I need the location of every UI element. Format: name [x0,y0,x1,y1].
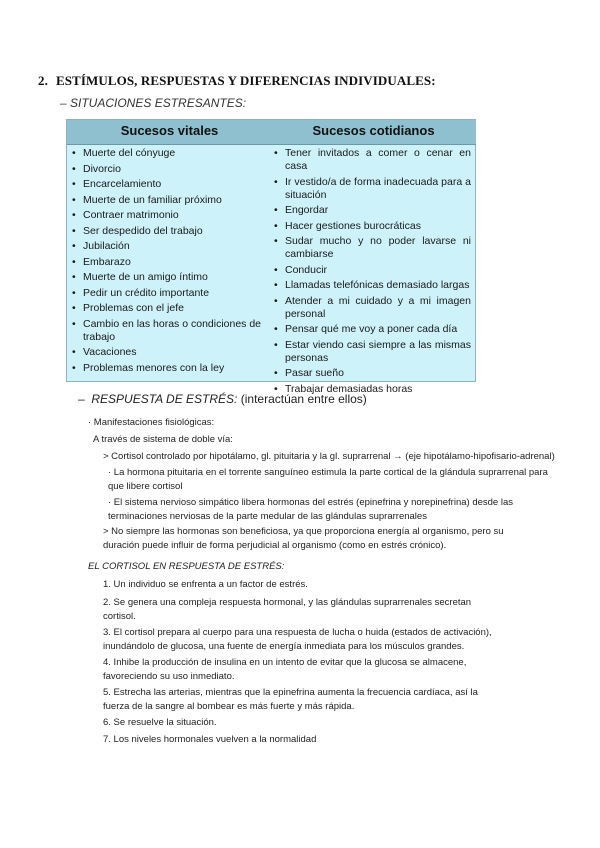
list-item: • Encarcelamiento [71,178,267,191]
bullet-line: que libere cortisol [108,481,183,492]
bullet-line: duración puede influir de forma perjudicial al organismo (como en estrés crónico). [103,540,447,551]
step-line: 2. Se genera una compleja respuesta hormonal, y las glándulas suprarrenales secretan [103,597,472,608]
section-heading [38,73,436,89]
section-number: 2. [38,73,48,88]
doble-via-label: A través de sistema de doble vía: [93,434,233,445]
list-item: • Sudar mucho y no poder lavarse ni cambiarse [271,235,471,261]
list-item: • Trabajar demasiadas horas [271,383,471,396]
respuesta-dash: – [78,392,85,406]
bullet-line: terminaciones nerviosas de la parte medular de las glándulas suprarrenales [108,511,427,522]
step-line: cortisol. [103,611,136,622]
step-line: 1. Un individuo se enfrenta a un factor de estrés. [103,579,308,590]
respuesta-title: RESPUESTA DE ESTRÉS: [91,392,238,406]
list-item: • Hacer gestiones burocráticas [271,220,471,233]
list-item: • Pasar sueño [271,367,471,380]
list-item: • Ser despedido del trabajo [71,225,267,238]
respuesta-note: (interactúan entre ellos) [237,392,367,406]
stressors-table [66,119,476,395]
list-item: • Atender a mi cuidado y a mi imagen personal [271,295,471,321]
step-line: 7. Los niveles hormonales vuelven a la normalidad [103,734,317,745]
header-sucesos-cotidianos: Sucesos cotidianos [271,120,476,145]
respuesta-subtitle [78,392,367,406]
list-item: • Problemas menores con la ley [71,362,267,375]
list-item: • Jubilación [71,240,267,253]
step-line: 3. El cortisol prepara al cuerpo para una respuesta de lucha o huida (estados de activación), [103,627,492,638]
bullet-line: · El sistema nervioso simpático libera hormonas del estrés (epinefrina y norepinefrina) desde las [108,497,513,508]
step-line: fuerza de la sangre al bombear es más fuerte y más rápida. [103,701,355,712]
list-item: • Problemas con el jefe [71,302,267,315]
cotidianos-list [271,147,471,398]
list-item: • Pedir un crédito importante [71,287,267,300]
list-item: • Embarazo [71,256,267,269]
bullet-line: > No siempre las hormonas son beneficiosa, ya que proporciona energía al organismo, pero su [103,526,504,537]
vitales-list [71,147,267,377]
list-item: • Cambio en las horas o condiciones de trabajo [71,318,267,344]
list-item: • Pensar qué me voy a poner cada día [271,323,471,336]
list-item: • Divorcio [71,163,267,176]
list-item: • Muerte de un familiar próximo [71,194,267,207]
list-item: • Contraer matrimonio [71,209,267,222]
step-line: inundándolo de glucosa, una fuente de energía inmediata para los músculos grandes. [103,641,465,652]
list-item: • Muerte del cónyuge [71,147,267,160]
list-item: • Tener invitados a comer o cenar en casa [271,147,471,173]
list-item: • Vacaciones [71,346,267,359]
list-item: • Engordar [271,204,471,217]
list-item: • Conducir [271,264,471,277]
step-line: 5. Estrecha las arterias, mientras que la epinefrina aumenta la frecuencia cardíaca, así la [103,687,478,698]
list-item: • Ir vestido/a de forma inadecuada para a situación [271,176,471,202]
situaciones-subtitle: – SITUACIONES ESTRESANTES: [60,96,247,110]
step-line: favoreciendo su uso inmediato. [103,671,235,682]
bullet-line: · La hormona pituitaria en el torrente sanguíneo estimula la parte cortical de la glándula suprarrenal para [108,467,548,478]
section-title: ESTÍMULOS, RESPUESTAS Y DIFERENCIAS INDIVIDUALES: [55,73,436,88]
bullet-line: > Cortisol controlado por hipotálamo, gl. pituitaria y la gl. suprarrenal → (eje hipotálamo-hipofisario-adrenal) [103,451,555,462]
manifestaciones-label: · Manifestaciones fisiológicas: [88,417,215,428]
list-item: • Muerte de un amigo íntimo [71,271,267,284]
list-item: • Estar viendo casi siempre a las mismas personas [271,339,471,365]
header-sucesos-vitales: Sucesos vitales [67,120,273,145]
cortisol-section-title: EL CORTISOL EN RESPUESTA DE ESTRÉS: [88,561,285,572]
step-line: 4. Inhibe la producción de insulina en un intento de evitar que la glucosa se almacene, [103,657,467,668]
list-item: • Llamadas telefónicas demasiado largas [271,279,471,292]
step-line: 6. Se resuelve la situación. [103,717,217,728]
